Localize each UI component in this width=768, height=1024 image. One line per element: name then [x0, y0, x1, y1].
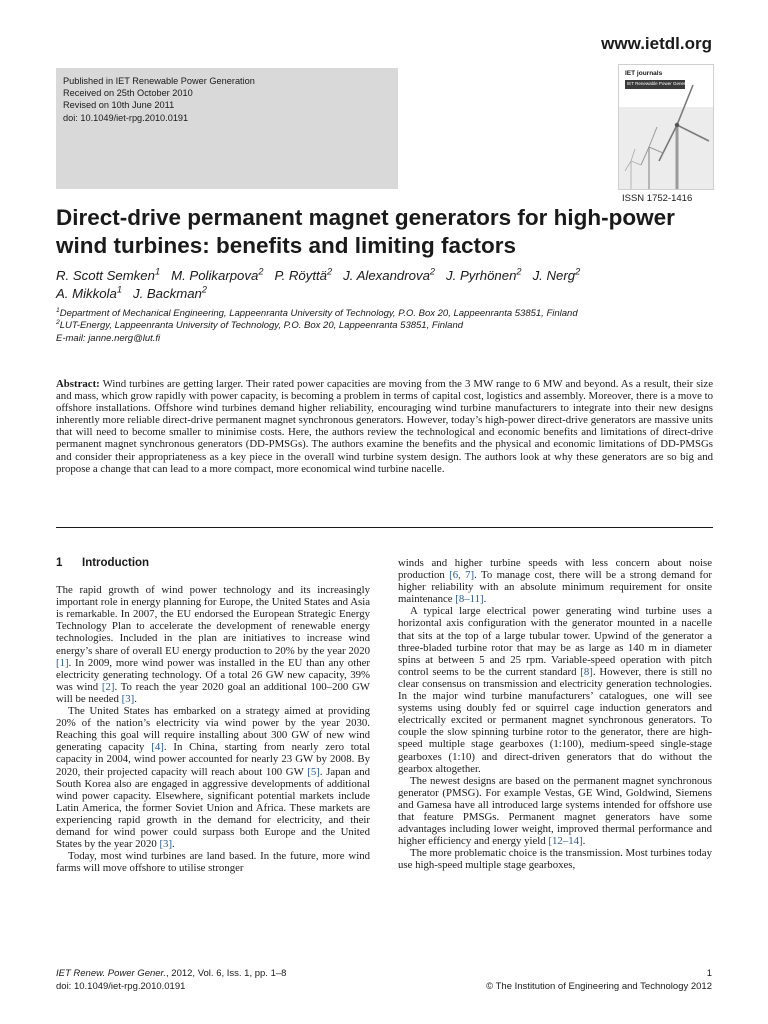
body-paragraph [398, 775, 712, 848]
right-column [398, 557, 712, 871]
author-affiliation-marker: 2 [575, 266, 581, 277]
article-title: Direct-drive permanent magnet generators for high-power wind turbines: benefits and limiting factors [56, 205, 675, 258]
publication-info-box [56, 68, 398, 189]
journal-cover-image [618, 64, 714, 190]
issn: ISSN 1752-1416 [622, 193, 693, 204]
body-text: . [134, 692, 137, 705]
body-paragraph [398, 605, 712, 774]
citation-link[interactable]: [12–14] [548, 835, 583, 848]
body-text: The more problematic choice is the transmission. Most turbines today use high-speed multiple stage gearboxes, [398, 847, 712, 872]
citation-link[interactable]: [1] [56, 656, 69, 669]
affiliations [56, 308, 726, 345]
page-number: 1 [706, 968, 712, 979]
right-column-body [398, 557, 712, 871]
footer-journal-line [56, 968, 286, 981]
left-column-body [56, 584, 370, 874]
body-text: . To manage cost, there will be a strong demand for higher reliability with an absolute minimum requirement for onsite maintenance [398, 569, 713, 606]
body-paragraph [398, 557, 712, 605]
body-text: A typical large electrical power generating wind turbine uses a horizontal axis configuration with the generator mounted in a nacelle that sits at the top of a large tubular tower. Upwind of the generator a three-bladed turbine rotor that may be as large as 140 m in diameter spins at between 5 and 25 rpm. Variable-speed operation with pitch control seems to be the current standard [398, 605, 712, 678]
citation-link[interactable]: [5] [307, 765, 320, 778]
footer-doi: doi: 10.1049/iet-rpg.2010.0191 [56, 980, 186, 992]
footer-journal-details: , 2012, Vol. 6, Iss. 1, pp. 1–8 [166, 968, 287, 979]
citation-link[interactable]: [6, 7] [449, 569, 475, 582]
citation-link[interactable]: [8] [580, 665, 593, 678]
body-text: . To reach the year 2020 goal an additional 100–200 GW will be needed [56, 680, 370, 705]
revised-line: Revised on 10th June 2011 [63, 100, 175, 111]
citation-link[interactable]: [2] [101, 680, 115, 693]
author-affiliation-marker: 2 [201, 284, 208, 295]
copyright: © The Institution of Engineering and Technology 2012 [486, 980, 712, 992]
author-affiliation-marker: 2 [429, 266, 436, 277]
affiliation-2-text: LUT-Energy, Lappeenranta University of Technology, P.O. Box 20, Lappeenranta 53851, Finland [59, 320, 464, 332]
cover-title: IET Renewable Power Generation [627, 81, 696, 86]
section-number: 1 [56, 557, 63, 569]
author-affiliation-marker: 1 [116, 284, 122, 295]
body-paragraph [56, 705, 370, 850]
abstract-text: Wind turbines are getting larger. Their rated power capacities are moving from the 3 MW range to 6 MW and beyond. As a result, their size and mass, which grow rapidly with power capacity, is becoming a problem in terms of capital cost, logistics and assembly. Moreover, there is a move to offshore installations. Offshore wind turbines demand higher reliability, encouraging wind turbine manufacturers to integrate into their new designs inherently more reliable direct-drive permanent magnet synchronous generators. However, today’s high-power direct-drive generators are massive units that will need to become smaller to minimise costs. Here, the authors review the technological and economic benefits and limitations of direct-drive permanent magnet synchronous generators (DD-PMSGs). The authors examine the benefits and the physical and economic limitations of DD-PMSGs and consider their appropriateness as a key piece in the overall wind turbine system design. The authors look at why these generators are so big and propose a change that can lead to a more compact, more economical wind turbine nacelle. [56, 378, 713, 475]
left-column [56, 557, 370, 874]
section-title: Introduction [82, 557, 150, 569]
wind-turbine-illustration [619, 65, 713, 189]
body-text: winds and higher turbine speeds with less concern about noise production [398, 557, 712, 582]
publication-lines [63, 75, 255, 124]
section-divider [56, 527, 713, 528]
body-paragraph [56, 850, 370, 874]
section-heading [56, 557, 370, 569]
footer-right [486, 968, 712, 993]
body-text: . In 2009, more wind power was installed in the EU than any other electricity generating technology. Of a total 26 GW new capacity, 39% was wind [56, 656, 370, 693]
body-paragraph [398, 847, 712, 871]
affiliation-1-marker: 1 [56, 306, 60, 314]
published-in-line: Published in IET Renewable Power Generation [63, 76, 255, 86]
body-text: . [483, 593, 487, 606]
doi-line: doi: 10.1049/iet-rpg.2010.0191 [63, 112, 189, 123]
affiliation-2-marker: 2 [56, 319, 60, 327]
body-text: . In China, starting from nearly zero total capacity in 2004, wind power accounted for nearly 23 GW by 2008. By 2020, their projected capacity will reach about 100 GW [56, 741, 370, 778]
author-name: M. Polikarpova [171, 268, 259, 283]
author-name: P. Röyttä [274, 268, 328, 283]
authors [56, 267, 726, 302]
citation-link[interactable]: [8–11] [455, 593, 484, 606]
cover-logo: IET journals [625, 70, 663, 77]
citation-link[interactable]: [4] [151, 741, 164, 754]
author-affiliation-marker: 2 [516, 266, 522, 277]
abstract [56, 378, 713, 475]
citation-link[interactable]: [3] [121, 692, 135, 705]
body-text: . However, there is still no clear consensus on transmission and electricity generation technologies. In the major wind turbine manufacturers’ catalogues, one will see systems using doubly fed or squirrel cage induction generators and electrically excited or permanent magnet synchronous generators. To couple the slow spinning turbine rotor to the generator, there are high-speed multiple stage gearboxes (1:100), medium-speed single-stage gearboxes (1:10) and direct-driven generators that do without the gearbox altogether. [398, 665, 713, 775]
body-paragraph [56, 584, 370, 705]
body-text: The newest designs are based on the permanent magnet synchronous generator (PMSG). For example Vestas, GE Wind, Goldwind, Siemens and Gamesa have all introduced large systems intended for offshore use that feature PMSGs. Permanent magnet generators have some advantages including lower weight, improved thermal performance and higher efficiency and energy yield [398, 774, 712, 848]
body-text: . Japan and South Korea also are engaged in aggressive developments of additional wind power capacity. Elsewhere, significant potential markets include Latin America, the former Soviet Union and Africa. These markets are experiencing rapid growth in the demand for electricity, and their demand for wind power could surpass both Europe and the United States by the year 2020 [56, 765, 370, 851]
affiliation-2 [56, 320, 726, 332]
citation-link[interactable]: [3] [159, 838, 173, 851]
body-text: The rapid growth of wind power technology and its increasingly important role in energy planning for Europe, the United States and Asia is remarkable. In 2007, the EU endorsed the European Strategic Energy Technology Plan to accelerate the development of renewable energy technologies. Included in the plan are initiatives to increase wind energy’s share of overall EU energy production to 20% by the year 2020 [56, 584, 370, 657]
received-line: Received on 25th October 2010 [63, 88, 193, 99]
author-affiliation-marker: 2 [258, 266, 264, 277]
author-name: J. Alexandrova [343, 268, 430, 283]
abstract-label: Abstract: [56, 378, 100, 390]
corresponding-email[interactable]: E-mail: janne.nerg@lut.fi [56, 332, 161, 344]
author-name: A. Mikkola [56, 285, 117, 301]
body-text: The United States has embarked on a strategy aimed at providing 20% of the nation’s electricity via wind power by the year 2030. Reaching this goal will require installing about 300 GW of new wind generating capacity [56, 705, 370, 754]
body-text: . [582, 835, 586, 848]
footer-citation [56, 968, 286, 993]
author-name: R. Scott Semken [56, 268, 155, 283]
author-affiliation-marker: 2 [327, 266, 333, 277]
author-name: J. Nerg [532, 268, 576, 283]
affiliation-1-text: Department of Mechanical Engineering, Lappeenranta University of Technology, P.O. Box 20, Lappeenranta 53851, Finland [59, 308, 578, 319]
author-name: J. Backman [132, 285, 202, 301]
site-url[interactable]: www.ietdl.org [601, 34, 712, 53]
author-affiliation-marker: 1 [154, 266, 161, 277]
body-text: Today, most wind turbines are land based. In the future, more wind farms will move offshore to utilise stronger [56, 850, 370, 875]
footer-journal-name: IET Renew. Power Gener. [56, 968, 167, 979]
affiliation-1 [56, 308, 726, 320]
body-text: . [172, 838, 175, 851]
author-name: J. Pyrhönen [446, 268, 517, 283]
